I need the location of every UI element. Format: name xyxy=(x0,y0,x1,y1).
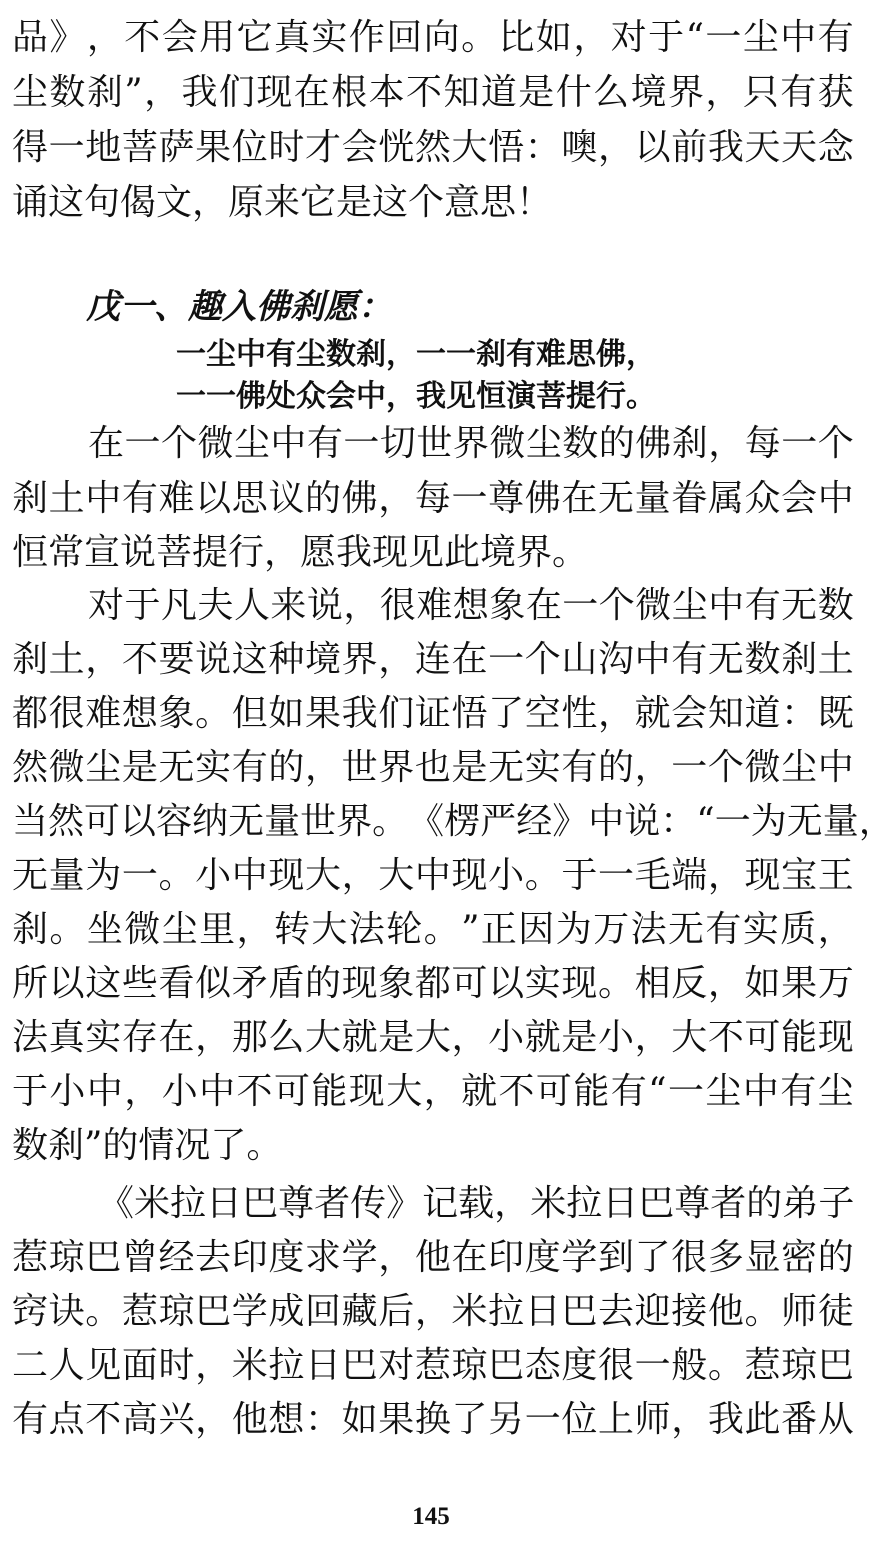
intro-line-2: 尘 数 刹 ” ， 我 们 现 在 根 本 不 知 道 是 什 么 境 界 ， 只 有 获 xyxy=(12,72,854,113)
story-line-4: 二 人 见 面 时 ， 米 拉 日 巴 对 惹 琼 巴 态 度 很 一 般 。 惹 琼 巴 xyxy=(12,1345,854,1386)
story-line-3: 窍 诀 。 惹 琼 巴 学 成 回 藏 后 ， 米 拉 日 巴 去 迎 接 他 。 师 徒 xyxy=(12,1291,854,1332)
discussion-line-3: 都 很 难 想 象 。 但 如 果 我 们 证 悟 了 空 性 ， 就 会 知 道 ： 既 xyxy=(12,693,854,734)
discussion-line-4: 然 微 尘 是 无 实 有 的 ， 世 界 也 是 无 实 有 的 ， 一 个 微 尘 中 xyxy=(12,747,854,788)
explanation-line-2: 刹 土 中 有 难 以 思 议 的 佛 ， 每 一 尊 佛 在 无 量 眷 属 众 会 中 xyxy=(12,478,854,519)
explanation-line-1: 在 一 个 微 尘 中 有 一 切 世 界 微 尘 数 的 佛 刹 ， 每 一 个 xyxy=(88,423,854,464)
discussion-line-2: 刹 土 ， 不 要 说 这 种 境 界 ， 连 在 一 个 山 沟 中 有 无 数 刹 土 xyxy=(12,639,854,680)
discussion-line-11: 数刹”的情况了。 xyxy=(12,1125,283,1166)
story-line-5: 有 点 不 高 兴 ， 他 想 ： 如 果 换 了 另 一 位 上 师 ， 我 此 番 从 xyxy=(12,1399,854,1440)
explanation-line-3: 恒常宣说菩提行，愿我现见此境界。 xyxy=(12,532,589,573)
story-line-1: 《 米 拉 日 巴 尊 者 传 》 记 载 ， 米 拉 日 巴 尊 者 的 弟 子 xyxy=(98,1183,855,1224)
discussion-line-9: 法 真 实 存 在 ， 那 么 大 就 是 大 ， 小 就 是 小 ， 大 不 可 能 现 xyxy=(12,1017,854,1058)
intro-line-4: 诵这句偈文，原来它是这个意思！ xyxy=(12,182,553,223)
discussion-line-5: 当 然 可 以 容 纳 无 量 世 界 。 《 楞 严 经 》 中 说 ： “ 一 为 无 量 ， xyxy=(12,801,895,842)
discussion-line-10: 于 小 中 ， 小 中 不 可 能 现 大 ， 就 不 可 能 有 “ 一 尘 中 有 尘 xyxy=(12,1071,854,1112)
verse-line-1: 一尘中有尘数刹，一一刹有难思佛， xyxy=(176,337,656,372)
discussion-line-1: 对 于 凡 夫 人 来 说 ， 很 难 想 象 在 一 个 微 尘 中 有 无 数 xyxy=(88,585,854,626)
discussion-line-8: 所 以 这 些 看 似 矛 盾 的 现 象 都 可 以 实 现 。 相 反 ， 如 果 万 xyxy=(12,963,854,1004)
intro-line-1: 品 》 ， 不 会 用 它 真 实 作 回 向 。 比 如 ， 对 于 “ 一 尘 中 有 xyxy=(12,17,854,58)
discussion-line-7: 刹 。 坐 微 尘 里 ， 转 大 法 轮 。 ” 正 因 为 万 法 无 有 实 质 ， xyxy=(12,909,854,950)
section-heading: 戊一、趣入佛刹愿： xyxy=(86,287,392,327)
intro-line-3: 得 一 地 菩 萨 果 位 时 才 会 恍 然 大 悟 ： 噢 ， 以 前 我 天 天 念 xyxy=(12,127,854,168)
discussion-line-6: 无 量 为 一 。 小 中 现 大 ， 大 中 现 小 。 于 一 毛 端 ， 现 宝 王 xyxy=(12,855,854,896)
story-line-2: 惹 琼 巴 曾 经 去 印 度 求 学 ， 他 在 印 度 学 到 了 很 多 显 密 的 xyxy=(12,1237,854,1278)
verse-line-2: 一一佛处众会中，我见恒演菩提行。 xyxy=(176,379,656,414)
page-number: 145 xyxy=(412,1503,450,1530)
